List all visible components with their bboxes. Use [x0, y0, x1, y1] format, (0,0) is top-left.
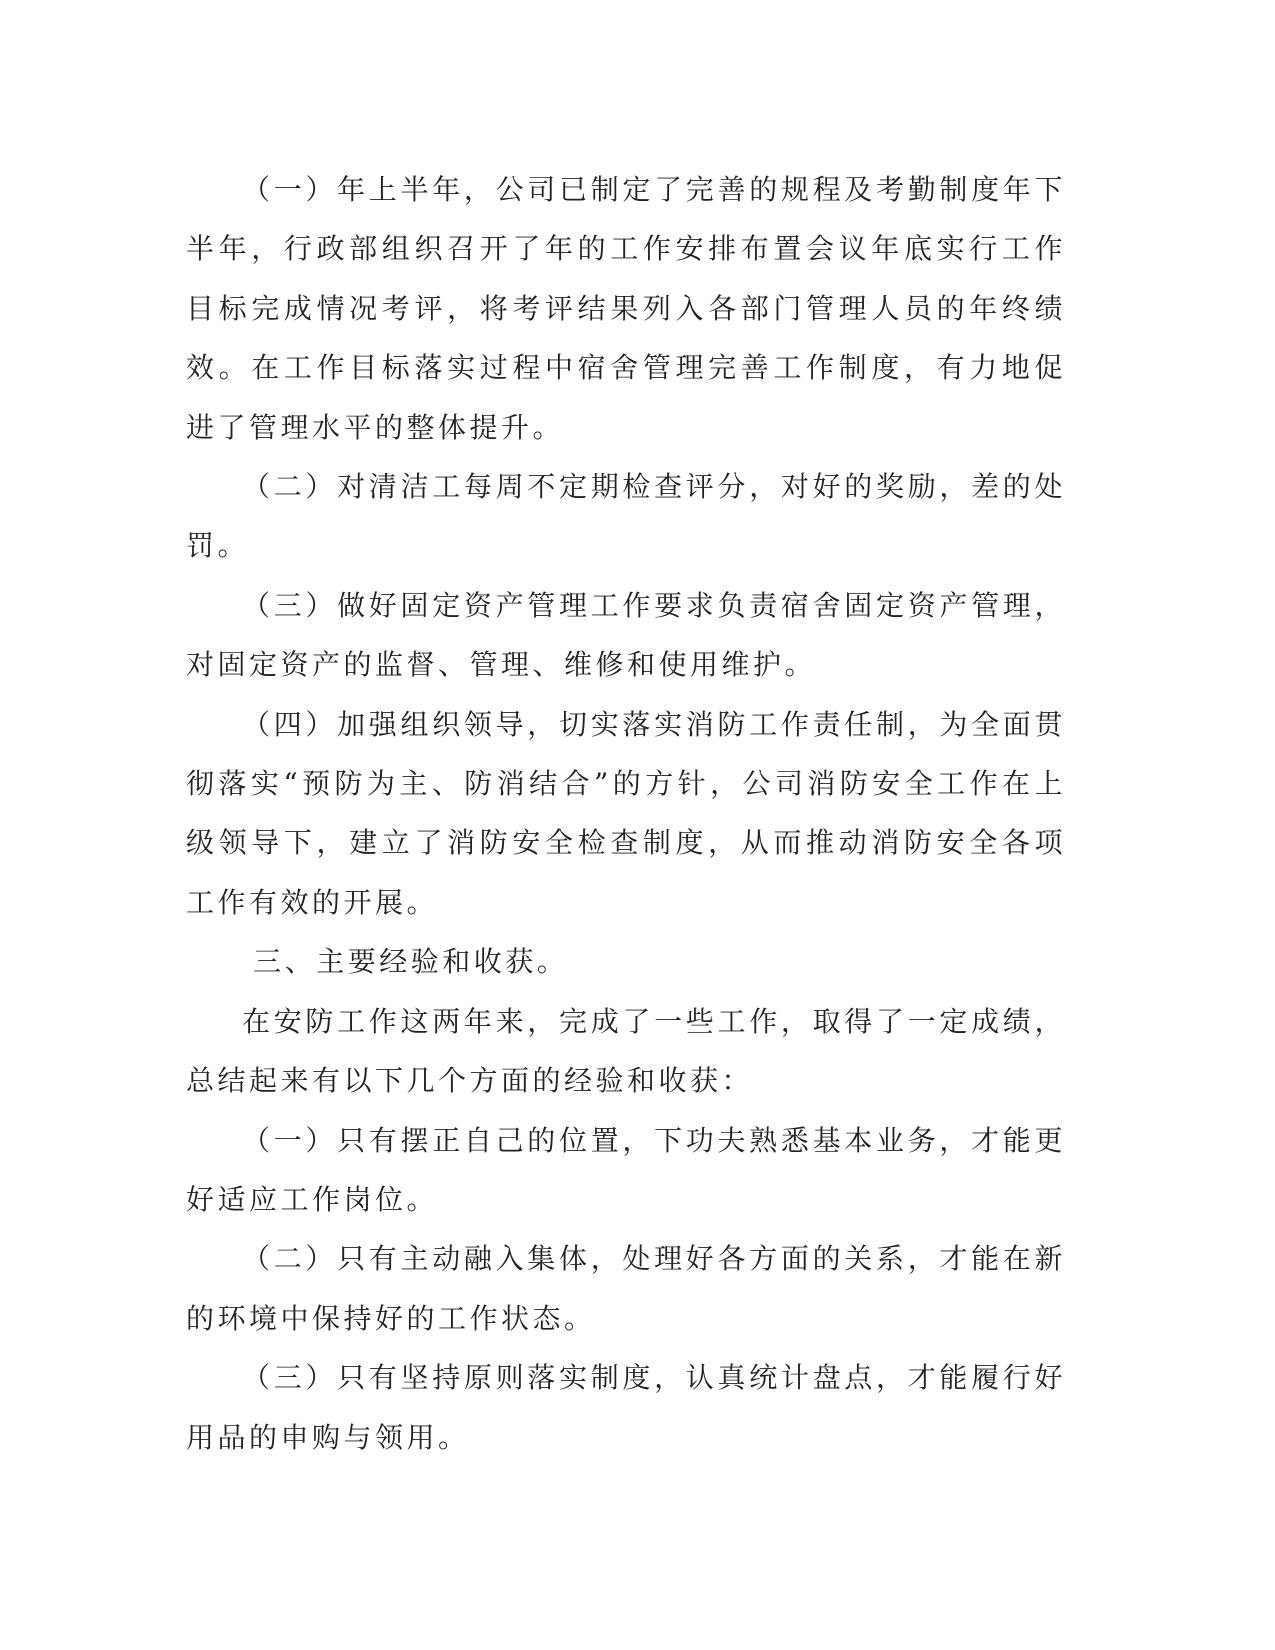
paragraph-fire-safety: （四）加强组织领导，切实落实消防工作责任制，为全面贯彻落实“预防为主、防消结合”的方针，公司消防安全工作在上级领导下，建立了消防安全检查制度，从而推动消防安全各项工作有效的开展。: [186, 707, 1066, 919]
paragraph-experience-2: （二）只有主动融入集体，处理好各方面的关系，才能在新的环境中保持好的工作状态。: [186, 1242, 1066, 1335]
paragraph-admin-system: （一）年上半年，公司已制定了完善的规程及考勤制度年下半年，行政部组织召开了年的工作安排布置会议年底实行工作目标完成情况考评，将考评结果列入各部门管理人员的年终绩效。在工作目标落实过程中宿舍管理完善工作制度，有力地促进了管理水平的整体提升。: [186, 173, 1066, 444]
paragraph-cleaning-inspection: （二）对清洁工每周不定期检查评分，对好的奖励，差的处罚。: [186, 470, 1066, 563]
paragraph-experience-intro: 在安防工作这两年来，完成了一些工作，取得了一定成绩，总结起来有以下几个方面的经验和收获：: [186, 1004, 1066, 1098]
document-body: [186, 160, 1066, 1467]
paragraph-experience-3: （三）只有坚持原则落实制度，认真统计盘点，才能履行好用品的申购与领用。: [186, 1361, 1066, 1454]
paragraph-experience-1: （一）只有摆正自己的位置，下功夫熟悉基本业务，才能更好适应工作岗位。: [186, 1123, 1066, 1216]
section-heading-experience: 三、主要经验和收获。: [253, 945, 569, 979]
paragraph-fixed-assets: （三）做好固定资产管理工作要求负责宿舍固定资产管理，对固定资产的监督、管理、维修和使用维护。: [186, 588, 1066, 682]
